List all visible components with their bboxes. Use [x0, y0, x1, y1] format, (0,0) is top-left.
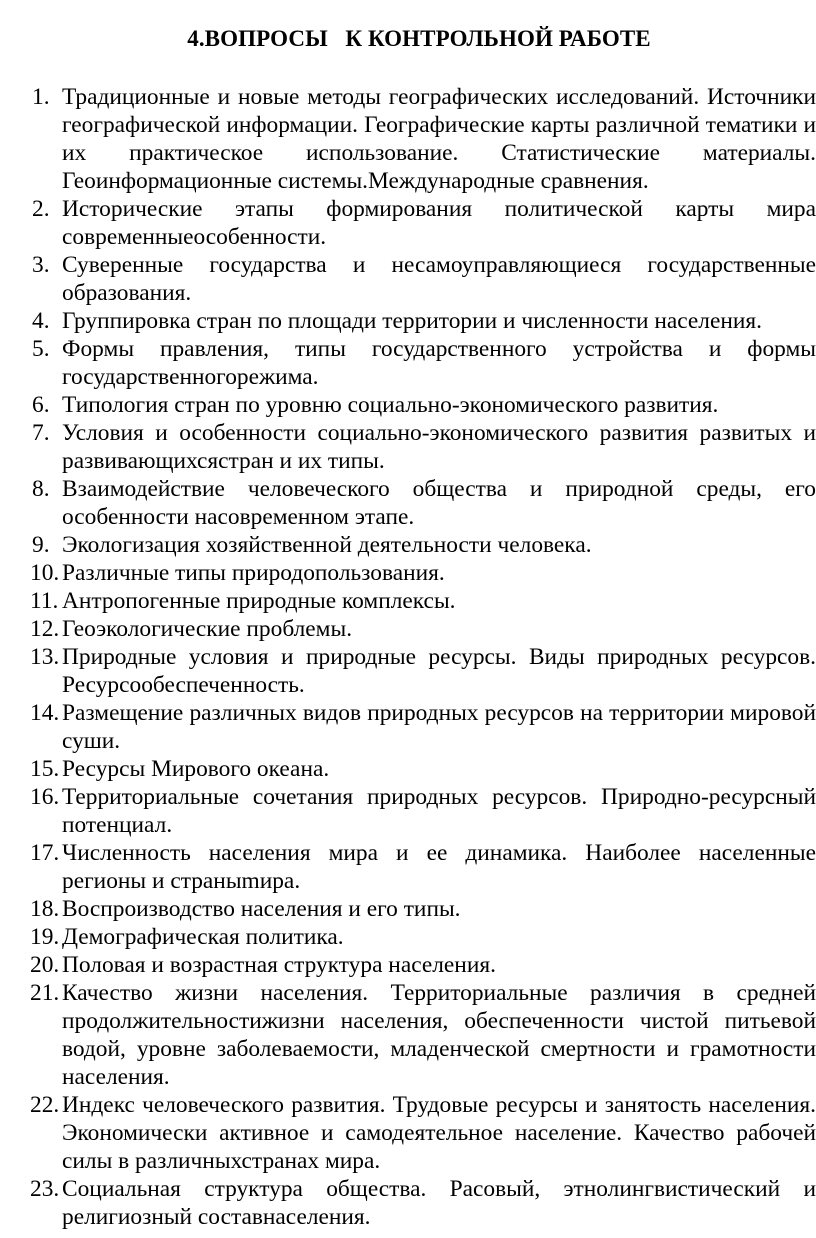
document-title: 4.ВОПРОСЫ К КОНТРОЛЬНОЙ РАБОТЕ: [187, 26, 651, 51]
question-number: 12.: [30, 616, 60, 642]
question-number: 15.: [30, 756, 60, 782]
question-number: 10.: [30, 560, 60, 586]
question-text: Ресурсы Мирового океана.: [62, 756, 330, 782]
question-number: 20.: [30, 952, 60, 978]
question-number: 11.: [30, 588, 59, 614]
question-text: Размещение различных видов природных ресурсов на территории мировой суши.: [62, 700, 816, 754]
question-item: [32, 335, 816, 391]
question-item: [30, 587, 816, 615]
question-text: Суверенные государства и несамоуправляющиеся государственные образования.: [62, 252, 816, 306]
question-item: [32, 251, 816, 307]
question-text: Геоэкологические проблемы.: [62, 616, 353, 642]
question-text: Формы правления, типы государственного устройства и формы государственногорежима.: [62, 336, 816, 390]
question-text: Традиционные и новые методы географических исследований. Источники географической информации. Географические карты различной тематики и их практическое использование. Статистические материалы. Геоинформационные системы.Международные сравнения.: [62, 84, 816, 194]
question-text: Численность населения мира и ее динамика. Наиболее населенные регионы и страныmира.: [62, 840, 816, 894]
question-number: 13.: [30, 644, 60, 670]
question-item: [32, 475, 816, 531]
question-item: [32, 419, 816, 475]
question-item: [32, 531, 816, 559]
question-item: [30, 923, 816, 951]
question-text: Группировка стран по площади территории и численности населения.: [62, 308, 763, 334]
question-item: [30, 951, 816, 979]
question-text: Воспроизводство населения и его типы.: [62, 896, 461, 922]
question-text: Исторические этапы формирования политической карты мира современныеособенности.: [62, 196, 816, 250]
question-number: 5.: [32, 336, 50, 362]
question-text: Взаимодействие человеческого общества и природной среды, его особенности насовременном этапе.: [62, 476, 816, 530]
question-number: 6.: [32, 392, 50, 418]
question-item: [30, 643, 816, 699]
question-item: [30, 979, 816, 1091]
question-item: [32, 195, 816, 251]
question-text: Природные условия и природные ресурсы. Виды природных ресурсов. Ресурсообеспеченность.: [62, 644, 816, 698]
question-item: [30, 1091, 816, 1175]
question-number: 16.: [30, 784, 60, 810]
question-number: 18.: [30, 896, 60, 922]
question-number: 1.: [32, 84, 50, 110]
question-number: 21.: [30, 980, 60, 1006]
question-item: [30, 559, 816, 587]
question-item: [30, 895, 816, 923]
question-item: [30, 755, 816, 783]
question-item: [30, 839, 816, 895]
question-item: [32, 83, 816, 195]
question-item: [32, 307, 816, 335]
question-item: [32, 391, 816, 419]
question-text: Половая и возрастная структура населения.: [62, 952, 496, 978]
question-list: [0, 83, 816, 1231]
question-item: [30, 783, 816, 839]
question-text: Территориальные сочетания природных ресурсов. Природно-ресурсный потенциал.: [62, 784, 816, 838]
question-number: 4.: [32, 308, 50, 334]
question-number: 17.: [30, 840, 60, 866]
question-number: 14.: [30, 700, 60, 726]
question-text: Демографическая политика.: [62, 924, 344, 950]
question-number: 8.: [32, 476, 50, 502]
question-text: Антропогенные природные комплексы.: [62, 588, 456, 614]
question-text: Экологизация хозяйственной деятельности человека.: [62, 532, 592, 558]
question-number: 22.: [30, 1092, 60, 1118]
question-number: 7.: [32, 420, 50, 446]
question-text: Индекс человеческого развития. Трудовые ресурсы и занятость населения. Экономически активное и самодеятельное население. Качество рабочей силы в различныхстранах мира.: [62, 1092, 816, 1174]
question-number: 2.: [32, 196, 50, 222]
question-item: [30, 1175, 816, 1231]
question-number: 3.: [32, 252, 50, 278]
question-number: 23.: [30, 1176, 60, 1202]
question-item: [30, 699, 816, 755]
question-text: Условия и особенности социально-экономического развития развитых и развивающихсястран и их типы.: [62, 420, 816, 474]
question-text: Различные типы природопользования.: [62, 560, 445, 586]
question-number: 9.: [32, 532, 50, 558]
question-item: [30, 615, 816, 643]
question-number: 19.: [30, 924, 60, 950]
question-text: Типология стран по уровню социально-экономического развития.: [62, 392, 719, 418]
question-text: Социальная структура общества. Расовый, этнолингвистический и религиозный составнаселения.: [62, 1176, 816, 1230]
question-text: Качество жизни населения. Территориальные различия в средней продолжительностижизни населения, обеспеченности чистой питьевой водой, уровне заболеваемости, младенческой смертности и грамотности населения.: [62, 980, 816, 1090]
